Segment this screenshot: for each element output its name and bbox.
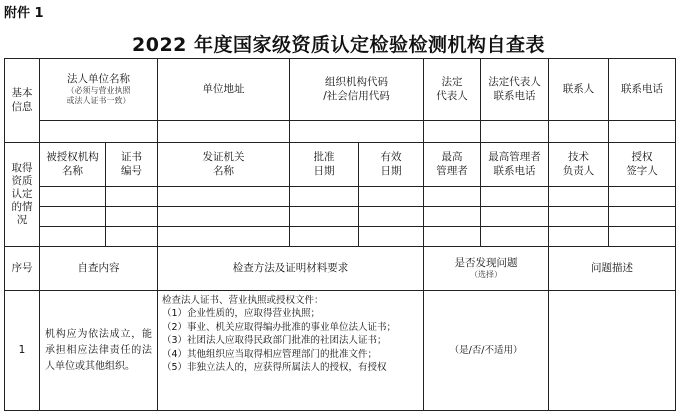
legal-name-header: 法人单位名称 （必须与营业执照 或法人证书一致） (40, 59, 158, 121)
row-no: 1 (5, 291, 40, 411)
qualification-header-row (5, 143, 676, 187)
cell[interactable] (424, 207, 481, 227)
cell[interactable] (158, 207, 290, 227)
qualification-value-row (5, 207, 676, 227)
cert-no-header: 证书 编号 (106, 143, 158, 187)
qualification-value-row (5, 187, 676, 207)
cell[interactable] (481, 187, 549, 207)
contact-value[interactable] (549, 121, 609, 143)
basic-info-header-row (5, 59, 676, 121)
cell[interactable] (481, 207, 549, 227)
top-manager-header: 最高 管理者 (424, 143, 481, 187)
cell[interactable] (158, 187, 290, 207)
contact-phone-header: 联系电话 (609, 59, 676, 121)
cell[interactable] (424, 227, 481, 247)
legal-rep-header: 法定 代表人 (424, 59, 481, 121)
cell[interactable] (106, 227, 158, 247)
checklist-row (5, 291, 676, 411)
cell[interactable] (549, 207, 609, 227)
cell[interactable] (290, 227, 359, 247)
cell[interactable] (549, 187, 609, 207)
cell[interactable] (106, 207, 158, 227)
basic-info-value-row (5, 121, 676, 143)
cell[interactable] (481, 227, 549, 247)
tech-lead-header: 技术 负责人 (549, 143, 609, 187)
legal-rep-phone-value[interactable] (481, 121, 549, 143)
cell[interactable] (290, 187, 359, 207)
row-method: 检查法人证书、营业执照或授权文件： （1）企业性质的，应取得营业执照； （2）事业、机关应取得编办批准的事业单位法人证书； （3）社团法人应取得民政部门批准的社团法人证书； （4）其他组织应当取得相应管理部门的批准文件； （5）非独立法人的，应获得所属法人的授权，有授权 (158, 291, 424, 411)
valid-date-header: 有效 日期 (359, 143, 424, 187)
attachment-label: 附件 1 (4, 6, 44, 21)
contact-phone-value[interactable] (609, 121, 676, 143)
no-header: 序号 (5, 247, 40, 291)
row-content: 机构应为依法成立，能承担相应法律责任的法人单位或其他组织。 (40, 291, 158, 411)
authorized-name-header: 被授权机构 名称 (40, 143, 106, 187)
row-desc[interactable] (549, 291, 676, 411)
org-code-value[interactable] (290, 121, 424, 143)
cell[interactable] (609, 227, 676, 247)
org-code-header: 组织机构代码 /社会信用代码 (290, 59, 424, 121)
cell[interactable] (359, 187, 424, 207)
cell[interactable] (40, 187, 106, 207)
signatory-header: 授权 签字人 (609, 143, 676, 187)
cell[interactable] (359, 227, 424, 247)
cell[interactable] (424, 187, 481, 207)
top-manager-phone-header: 最高管理者 联系电话 (481, 143, 549, 187)
address-header: 单位地址 (158, 59, 290, 121)
qualification-label: 取得 资质 认定 的情 况 (5, 143, 40, 247)
address-value[interactable] (158, 121, 290, 143)
cell[interactable] (290, 207, 359, 227)
legal-rep-phone-header: 法定代表人 联系电话 (481, 59, 549, 121)
cell[interactable] (106, 187, 158, 207)
legal-rep-value[interactable] (424, 121, 481, 143)
legal-name-value[interactable] (40, 121, 158, 143)
cell[interactable] (609, 207, 676, 227)
method-header: 检查方法及证明材料要求 (158, 247, 424, 291)
approval-date-header: 批准 日期 (290, 143, 359, 187)
contact-header: 联系人 (549, 59, 609, 121)
found-header: 是否发现问题 （选择） (424, 247, 549, 291)
qualification-value-row (5, 227, 676, 247)
checklist-header-row (5, 247, 676, 291)
cell[interactable] (158, 227, 290, 247)
basic-info-label: 基本 信息 (5, 59, 40, 143)
cell[interactable] (40, 207, 106, 227)
content-header: 自查内容 (40, 247, 158, 291)
cell[interactable] (609, 187, 676, 207)
cell[interactable] (549, 227, 609, 247)
page-title: 2022 年度国家级资质认定检验检测机构自查表 (132, 34, 545, 56)
cell[interactable] (40, 227, 106, 247)
cell[interactable] (359, 207, 424, 227)
row-found[interactable]: （是/否/不适用） (424, 291, 549, 411)
desc-header: 问题描述 (549, 247, 676, 291)
issuer-header: 发证机关 名称 (158, 143, 290, 187)
self-check-table (4, 58, 676, 411)
